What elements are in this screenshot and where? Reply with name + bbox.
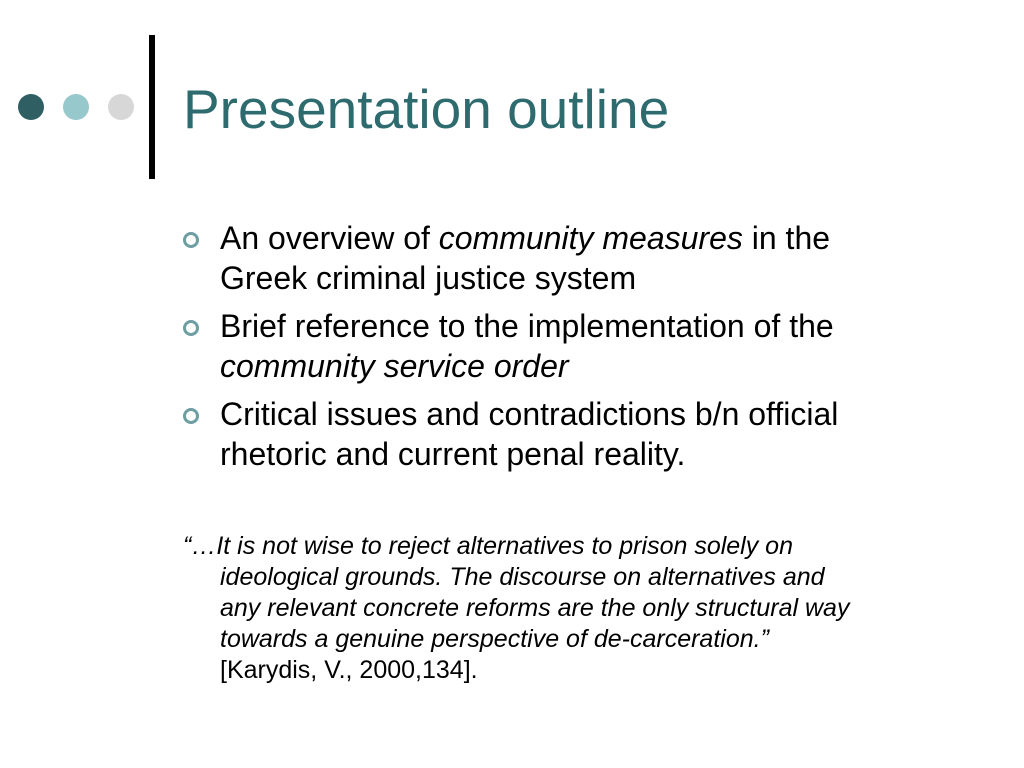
bullet-text: Brief reference to the implementation of the community service order bbox=[220, 308, 834, 384]
bullet-item-reference bbox=[183, 306, 983, 386]
quote-line: towards a genuine perspective of de-carceration.” bbox=[220, 625, 769, 653]
quote-line: “…It is not wise to reject alternatives to prison solely on bbox=[183, 532, 793, 560]
ring-bullet-icon bbox=[183, 320, 199, 336]
bullet-list bbox=[183, 218, 983, 482]
slide-title: Presentation outline bbox=[183, 78, 670, 140]
gray-dot-icon bbox=[108, 94, 134, 120]
quote-line: ideological grounds. The discourse on alternatives and bbox=[220, 563, 825, 591]
quote-line: any relevant concrete reforms are the only structural way bbox=[220, 594, 850, 622]
quote-citation: [Karydis, V., 2000,134]. bbox=[220, 656, 478, 684]
bullet-text: An overview of community measures in the Greek criminal justice system bbox=[220, 220, 831, 296]
light-teal-dot-icon bbox=[63, 94, 89, 120]
bullet-item-overview bbox=[183, 218, 983, 298]
bullet-text: Critical issues and contradictions b/n official rhetoric and current penal reality. bbox=[220, 396, 839, 472]
title-divider-bar bbox=[149, 35, 155, 179]
ring-bullet-icon bbox=[183, 408, 199, 424]
ring-bullet-icon bbox=[183, 232, 199, 248]
bullet-item-critical-issues bbox=[183, 394, 983, 474]
dark-teal-dot-icon bbox=[18, 94, 44, 120]
decorative-dots bbox=[18, 94, 153, 120]
quotation-block bbox=[183, 531, 973, 686]
